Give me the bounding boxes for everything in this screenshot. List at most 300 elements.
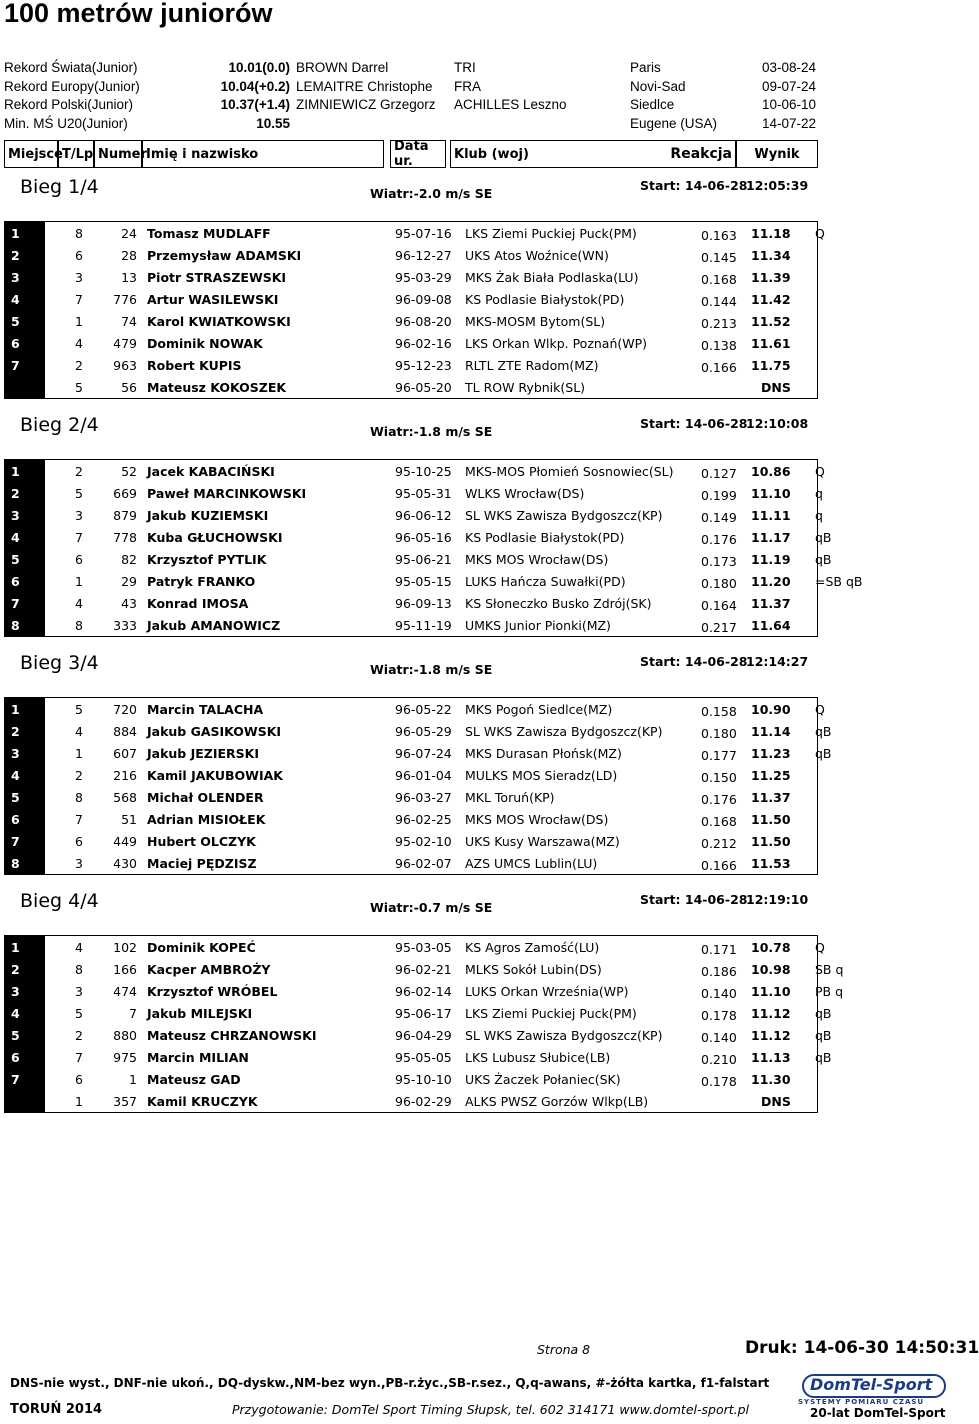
- bib-cell: 884: [113, 724, 137, 739]
- lane-cell: 5: [75, 380, 83, 395]
- record-holder: BROWN Darrel: [296, 60, 389, 75]
- record-row: [4, 60, 816, 78]
- result-cell: 11.20: [751, 574, 791, 589]
- club-cell: LKS Orkan Wlkp. Poznań(WP): [465, 336, 648, 351]
- result-cell: 11.12: [751, 1006, 791, 1021]
- reaction-cell: 0.177: [701, 748, 737, 763]
- bib-cell: 56: [121, 380, 137, 395]
- name-cell: Hubert OLCZYK: [147, 834, 256, 849]
- lane-cell: 1: [75, 746, 83, 761]
- bib-cell: 568: [113, 790, 137, 805]
- qualification-note: q: [815, 486, 823, 501]
- bib-cell: 216: [113, 768, 137, 783]
- bib-cell: 74: [121, 314, 137, 329]
- record-label: Rekord Polski(Junior): [4, 97, 134, 112]
- lane-cell: 4: [75, 336, 83, 351]
- club-cell: MKS Durasan Płońsk(MZ): [465, 746, 622, 761]
- dob-cell: 95-10-25: [395, 464, 452, 479]
- result-cell: 11.13: [751, 1050, 791, 1065]
- dob-cell: 96-05-16: [395, 530, 452, 545]
- lane-cell: 8: [75, 962, 83, 977]
- result-cell: 11.37: [751, 596, 791, 611]
- place-cell: 3: [5, 742, 45, 764]
- lane-cell: 7: [75, 1050, 83, 1065]
- dob-cell: 96-05-22: [395, 702, 452, 717]
- table-row: [5, 980, 844, 1002]
- heat-start-time: 12:14:27: [746, 654, 809, 669]
- name-cell: Patryk FRANKO: [147, 574, 256, 589]
- place-cell: 7: [5, 354, 45, 376]
- result-cell: 11.37: [751, 790, 791, 805]
- name-cell: Tomasz MUDLAFF: [147, 226, 271, 241]
- name-cell: Marcin TALACHA: [147, 702, 264, 717]
- dob-cell: 96-01-04: [395, 768, 452, 783]
- table-row: [5, 222, 825, 244]
- club-cell: KS Agros Zamość(LU): [465, 940, 600, 955]
- result-cell: 11.34: [751, 248, 791, 263]
- table-row: [5, 266, 817, 288]
- table-row: [5, 830, 817, 852]
- bib-cell: 776: [113, 292, 137, 307]
- result-cell: 11.11: [751, 508, 791, 523]
- prepared-by: Przygotowanie: DomTel Sport Timing Słupsk, tel. 602 314171 www.domtel-sport.pl: [232, 1402, 750, 1417]
- lane-cell: 3: [75, 508, 83, 523]
- bib-cell: 430: [113, 856, 137, 871]
- club-cell: LUKS Hańcza Suwałki(PD): [465, 574, 626, 589]
- lane-cell: 2: [75, 1028, 83, 1043]
- bib-cell: 82: [121, 552, 137, 567]
- lane-cell: 7: [75, 530, 83, 545]
- result-cell: 11.53: [751, 856, 791, 871]
- page-title: 100 metrów juniorów: [4, 0, 273, 28]
- result-cell: 11.50: [751, 812, 791, 827]
- reaction-cell: 0.127: [701, 466, 737, 481]
- qualification-note: qB: [815, 552, 832, 567]
- reaction-cell: 0.144: [701, 294, 737, 309]
- table-row: [5, 526, 832, 548]
- heat-start-label: Start: 14-06-28: [640, 892, 748, 907]
- lane-cell: 3: [75, 856, 83, 871]
- reaction-cell: 0.217: [701, 620, 737, 635]
- place-cell: 7: [5, 592, 45, 614]
- name-cell: Adrian MISIOŁEK: [147, 812, 266, 827]
- heat-wind: Wiatr:-2.0 m/s SE: [370, 186, 493, 201]
- name-cell: Jacek KABACIŃSKI: [147, 464, 275, 479]
- place-cell: 2: [5, 958, 45, 980]
- reaction-cell: 0.176: [701, 532, 737, 547]
- club-cell: MKS-MOS Płomień Sosnowiec(SL): [465, 464, 674, 479]
- name-cell: Mateusz KOKOSZEK: [147, 380, 287, 395]
- name-cell: Robert KUPIS: [147, 358, 242, 373]
- qualification-note: Q: [815, 226, 825, 241]
- header-dob: Data ur.: [390, 140, 446, 168]
- bib-cell: 333: [113, 618, 137, 633]
- reaction-cell: 0.163: [701, 228, 737, 243]
- name-cell: Dominik KOPEĆ: [147, 940, 256, 955]
- table-row: [5, 698, 825, 720]
- place-cell: 4: [5, 764, 45, 786]
- reaction-cell: 0.166: [701, 360, 737, 375]
- record-club: ACHILLES Leszno: [454, 97, 567, 112]
- table-row: [5, 460, 825, 482]
- record-place: Siedlce: [630, 97, 675, 112]
- dob-cell: 96-07-24: [395, 746, 452, 761]
- qualification-note: qB: [815, 1006, 832, 1021]
- qualification-note: SB q: [815, 962, 844, 977]
- qualification-note: qB: [815, 1050, 832, 1065]
- reaction-cell: 0.145: [701, 250, 737, 265]
- reaction-cell: 0.213: [701, 316, 737, 331]
- table-row: [5, 614, 817, 636]
- heat-results-table: [4, 459, 863, 637]
- lane-cell: 4: [75, 940, 83, 955]
- heat-start-time: 12:10:08: [746, 416, 809, 431]
- qualification-note: Q: [815, 464, 825, 479]
- dob-cell: 95-05-31: [395, 486, 452, 501]
- dob-cell: 95-05-05: [395, 1050, 452, 1065]
- name-cell: Mateusz GAD: [147, 1072, 241, 1087]
- bib-cell: 43: [121, 596, 137, 611]
- table-row: [5, 548, 832, 570]
- place-cell: 8: [5, 614, 45, 636]
- bib-cell: 13: [121, 270, 137, 285]
- lane-cell: 5: [75, 702, 83, 717]
- table-row: [5, 764, 817, 786]
- place-cell: 5: [5, 310, 45, 332]
- table-row: [5, 592, 817, 614]
- header-lane: T/Lp: [58, 140, 94, 168]
- dob-cell: 96-03-27: [395, 790, 452, 805]
- record-holder: ZIMNIEWICZ Grzegorz: [296, 97, 436, 112]
- record-holder: LEMAITRE Christophe: [296, 78, 433, 94]
- bib-cell: 720: [113, 702, 137, 717]
- club-cell: UKS Kusy Warszawa(MZ): [465, 834, 620, 849]
- header-reaction: Reakcja: [676, 140, 736, 168]
- result-cell: 11.12: [751, 1028, 791, 1043]
- dob-cell: 96-06-12: [395, 508, 452, 523]
- print-timestamp: Druk: 14-06-30 14:50:31: [745, 1338, 979, 1358]
- lane-cell: 6: [75, 834, 83, 849]
- heat-results-table: [4, 221, 825, 399]
- club-cell: SL WKS Zawisza Bydgoszcz(KP): [465, 724, 663, 739]
- heat-title: Bieg 1/4: [20, 176, 99, 198]
- table-row: [5, 1090, 817, 1112]
- result-cell: 11.75: [751, 358, 791, 373]
- result-cell: 11.30: [751, 1072, 791, 1087]
- place-cell: 7: [5, 830, 45, 852]
- result-cell: 10.86: [751, 464, 791, 479]
- record-date: 14-07-22: [761, 115, 816, 131]
- result-cell: 11.10: [751, 984, 791, 999]
- name-cell: Marcin MILIAN: [147, 1050, 249, 1065]
- place-cell: 1: [5, 460, 45, 482]
- lane-cell: 2: [75, 464, 83, 479]
- result-cell: 11.14: [751, 724, 791, 739]
- lane-cell: 6: [75, 248, 83, 263]
- bib-cell: 1: [129, 1072, 137, 1087]
- reaction-cell: 0.138: [701, 338, 737, 353]
- name-cell: Jakub MILEJSKI: [147, 1006, 253, 1021]
- club-cell: MULKS MOS Sieradz(LD): [465, 768, 618, 783]
- bib-cell: 975: [113, 1050, 137, 1065]
- name-cell: Przemysław ADAMSKI: [147, 248, 302, 263]
- reaction-cell: 0.186: [701, 964, 737, 979]
- logo-tagline: SYSTEMY POMIARU CZASU: [798, 1398, 925, 1406]
- record-place: Paris: [630, 60, 661, 75]
- club-cell: KS Podlasie Białystok(PD): [465, 530, 625, 545]
- club-cell: SL WKS Zawisza Bydgoszcz(KP): [465, 1028, 663, 1043]
- reaction-cell: 0.168: [701, 272, 737, 287]
- qualification-note: PB q: [815, 984, 844, 999]
- qualification-note: qB: [815, 724, 832, 739]
- reaction-cell: 0.212: [701, 836, 737, 851]
- table-row: [5, 376, 817, 398]
- result-cell: 11.23: [751, 746, 791, 761]
- heat-wind: Wiatr:-0.7 m/s SE: [370, 900, 493, 915]
- reaction-cell: 0.150: [701, 770, 737, 785]
- reaction-cell: 0.166: [701, 858, 737, 873]
- header-name: Imię i nazwisko: [142, 140, 384, 168]
- place-cell: 1: [5, 222, 45, 244]
- place-cell: 3: [5, 266, 45, 288]
- place-cell: 4: [5, 1002, 45, 1024]
- dob-cell: 95-06-21: [395, 552, 452, 567]
- place-cell: 6: [5, 808, 45, 830]
- name-cell: Paweł MARCINKOWSKI: [147, 486, 307, 501]
- place-cell: 8: [5, 852, 45, 874]
- lane-cell: 6: [75, 552, 83, 567]
- dob-cell: 95-03-05: [395, 940, 452, 955]
- place-cell: [5, 1090, 45, 1112]
- dob-cell: 96-02-16: [395, 336, 452, 351]
- lane-cell: 7: [75, 292, 83, 307]
- heat-start-label: Start: 14-06-28: [640, 416, 748, 431]
- club-cell: AZS UMCS Lublin(LU): [465, 856, 598, 871]
- page-number: Strona 8: [537, 1342, 591, 1357]
- result-cell: 10.90: [751, 702, 791, 717]
- table-row: [5, 720, 832, 742]
- dob-cell: 95-02-10: [395, 834, 452, 849]
- place-cell: 2: [5, 482, 45, 504]
- reaction-cell: 0.180: [701, 576, 737, 591]
- heat-wind: Wiatr:-1.8 m/s SE: [370, 424, 493, 439]
- place-cell: 5: [5, 548, 45, 570]
- club-cell: KS Słoneczko Busko Zdrój(SK): [465, 596, 652, 611]
- table-row: [5, 482, 823, 504]
- record-row: [4, 116, 816, 134]
- name-cell: Piotr STRASZEWSKI: [147, 270, 287, 285]
- place-cell: 1: [5, 698, 45, 720]
- club-cell: MLKS Sokół Lubin(DS): [465, 962, 602, 977]
- reaction-cell: 0.178: [701, 1008, 737, 1023]
- name-cell: Kamil KRUCZYK: [147, 1094, 258, 1109]
- qualification-note: Q: [815, 702, 825, 717]
- table-row: [5, 936, 825, 958]
- header-place: Miejsce: [4, 140, 58, 168]
- name-cell: Kacper AMBROŻY: [147, 962, 271, 977]
- dob-cell: 96-04-29: [395, 1028, 452, 1043]
- result-cell: 11.42: [751, 292, 791, 307]
- lane-cell: 7: [75, 812, 83, 827]
- name-cell: Krzysztof PYTLIK: [147, 552, 267, 567]
- record-mark: 10.37(+1.4): [220, 97, 290, 112]
- place-cell: 4: [5, 288, 45, 310]
- table-row: [5, 852, 817, 874]
- qualification-note: q: [815, 508, 823, 523]
- result-cell: 11.25: [751, 768, 791, 783]
- club-cell: SL WKS Zawisza Bydgoszcz(KP): [465, 508, 663, 523]
- lane-cell: 4: [75, 596, 83, 611]
- result-cell: DNS: [761, 1094, 791, 1109]
- result-cell: 11.18: [751, 226, 791, 241]
- header-bib: Numer: [94, 140, 142, 168]
- record-mark: 10.04(+0.2): [220, 78, 290, 94]
- club-cell: UMKS Junior Pionki(MZ): [465, 618, 611, 633]
- heat-start-time: 12:05:39: [746, 178, 809, 193]
- reaction-cell: 0.168: [701, 814, 737, 829]
- dob-cell: 96-02-21: [395, 962, 452, 977]
- record-place: Novi-Sad: [630, 78, 686, 94]
- bib-cell: 879: [113, 508, 137, 523]
- table-row: [5, 1002, 832, 1024]
- qualification-note: qB: [815, 746, 832, 761]
- record-place: Eugene (USA): [630, 115, 718, 131]
- club-cell: MKL Toruń(KP): [465, 790, 555, 805]
- place-cell: 1: [5, 936, 45, 958]
- club-cell: ALKS PWSZ Gorzów Wlkp(LB): [465, 1094, 649, 1109]
- header-club: Klub (woj): [450, 140, 736, 168]
- record-label: Min. MŚ U20(Junior): [4, 115, 128, 131]
- lane-cell: 1: [75, 314, 83, 329]
- bib-cell: 479: [113, 336, 137, 351]
- heat-title: Bieg 3/4: [20, 652, 99, 674]
- record-date: 10-06-10: [761, 97, 816, 112]
- dob-cell: 96-09-08: [395, 292, 452, 307]
- bib-cell: 166: [113, 962, 137, 977]
- dob-cell: 96-02-14: [395, 984, 452, 999]
- reaction-cell: 0.164: [701, 598, 737, 613]
- city-year: TORUŃ 2014: [10, 1402, 103, 1417]
- lane-cell: 2: [75, 768, 83, 783]
- result-cell: 11.39: [751, 270, 791, 285]
- dob-cell: 95-07-16: [395, 226, 452, 241]
- name-cell: Dominik NOWAK: [147, 336, 263, 351]
- dob-cell: 96-09-13: [395, 596, 452, 611]
- place-cell: 7: [5, 1068, 45, 1090]
- record-label: Rekord Europy(Junior): [4, 78, 140, 94]
- lane-cell: 8: [75, 790, 83, 805]
- result-cell: 11.19: [751, 552, 791, 567]
- name-cell: Karol KWIATKOWSKI: [147, 314, 291, 329]
- bib-cell: 24: [121, 226, 137, 241]
- dob-cell: 95-05-15: [395, 574, 452, 589]
- club-cell: MKS Pogoń Siedlce(MZ): [465, 702, 613, 717]
- result-cell: 10.98: [751, 962, 791, 977]
- lane-cell: 5: [75, 486, 83, 501]
- club-cell: MKS MOS Wrocław(DS): [465, 812, 609, 827]
- place-cell: 3: [5, 504, 45, 526]
- reaction-cell: 0.180: [701, 726, 737, 741]
- club-cell: WLKS Wrocław(DS): [465, 486, 585, 501]
- heat-wind: Wiatr:-1.8 m/s SE: [370, 662, 493, 677]
- heat-title: Bieg 4/4: [20, 890, 99, 912]
- heat-start-label: Start: 14-06-28: [640, 654, 748, 669]
- name-cell: Michał OLENDER: [147, 790, 264, 805]
- reaction-cell: 0.210: [701, 1052, 737, 1067]
- club-cell: RLTL ZTE Radom(MZ): [465, 358, 599, 373]
- logo-name: DomTel-Sport: [810, 1375, 933, 1394]
- table-row: [5, 1046, 832, 1068]
- place-cell: 2: [5, 244, 45, 266]
- reaction-cell: 0.199: [701, 488, 737, 503]
- dob-cell: 95-11-19: [395, 618, 452, 633]
- result-cell: 11.17: [751, 530, 791, 545]
- name-cell: Jakub AMANOWICZ: [147, 618, 281, 633]
- table-row: [5, 332, 817, 354]
- dob-cell: 96-02-25: [395, 812, 452, 827]
- record-club: TRI: [454, 60, 476, 75]
- qualification-note: =SB qB: [815, 574, 863, 589]
- dob-cell: 96-02-29: [395, 1094, 452, 1109]
- club-cell: KS Podlasie Białystok(PD): [465, 292, 625, 307]
- reaction-cell: 0.176: [701, 792, 737, 807]
- place-cell: 6: [5, 332, 45, 354]
- place-cell: 4: [5, 526, 45, 548]
- name-cell: Jakub KUZIEMSKI: [147, 508, 269, 523]
- lane-cell: 8: [75, 618, 83, 633]
- reaction-cell: 0.149: [701, 510, 737, 525]
- bib-cell: 52: [121, 464, 137, 479]
- place-cell: 5: [5, 1024, 45, 1046]
- club-cell: LKS Lubusz Słubice(LB): [465, 1050, 611, 1065]
- bib-cell: 102: [113, 940, 137, 955]
- table-row: [5, 742, 832, 764]
- heat-results-table: [4, 697, 832, 875]
- table-row: [5, 288, 817, 310]
- bib-cell: 669: [113, 486, 137, 501]
- lane-cell: 6: [75, 1072, 83, 1087]
- table-row: [5, 570, 863, 592]
- table-row: [5, 808, 817, 830]
- result-cell: DNS: [761, 380, 791, 395]
- record-row: [4, 97, 816, 115]
- lane-cell: 3: [75, 270, 83, 285]
- reaction-cell: 0.173: [701, 554, 737, 569]
- heat-start-label: Start: 14-06-28: [640, 178, 748, 193]
- record-date: 03-08-24: [761, 60, 816, 75]
- result-cell: 11.50: [751, 834, 791, 849]
- club-cell: MKS-MOSM Bytom(SL): [465, 314, 606, 329]
- name-cell: Jakub GASIKOWSKI: [147, 724, 282, 739]
- reaction-cell: 0.140: [701, 1030, 737, 1045]
- lane-cell: 4: [75, 724, 83, 739]
- bib-cell: 449: [113, 834, 137, 849]
- place-cell: 5: [5, 786, 45, 808]
- dob-cell: 96-05-29: [395, 724, 452, 739]
- club-cell: UKS Atos Woźnice(WN): [465, 248, 609, 263]
- header-result: Wynik: [736, 140, 818, 168]
- qualification-note: qB: [815, 530, 832, 545]
- bib-cell: 778: [113, 530, 137, 545]
- dob-cell: 96-02-07: [395, 856, 452, 871]
- result-cell: 11.64: [751, 618, 791, 633]
- heat-start-time: 12:19:10: [746, 892, 809, 907]
- club-cell: LKS Ziemi Puckiej Puck(PM): [465, 1006, 637, 1021]
- table-row: [5, 310, 817, 332]
- name-cell: Jakub JEZIERSKI: [147, 746, 260, 761]
- dob-cell: 95-03-29: [395, 270, 452, 285]
- record-row: [4, 79, 816, 97]
